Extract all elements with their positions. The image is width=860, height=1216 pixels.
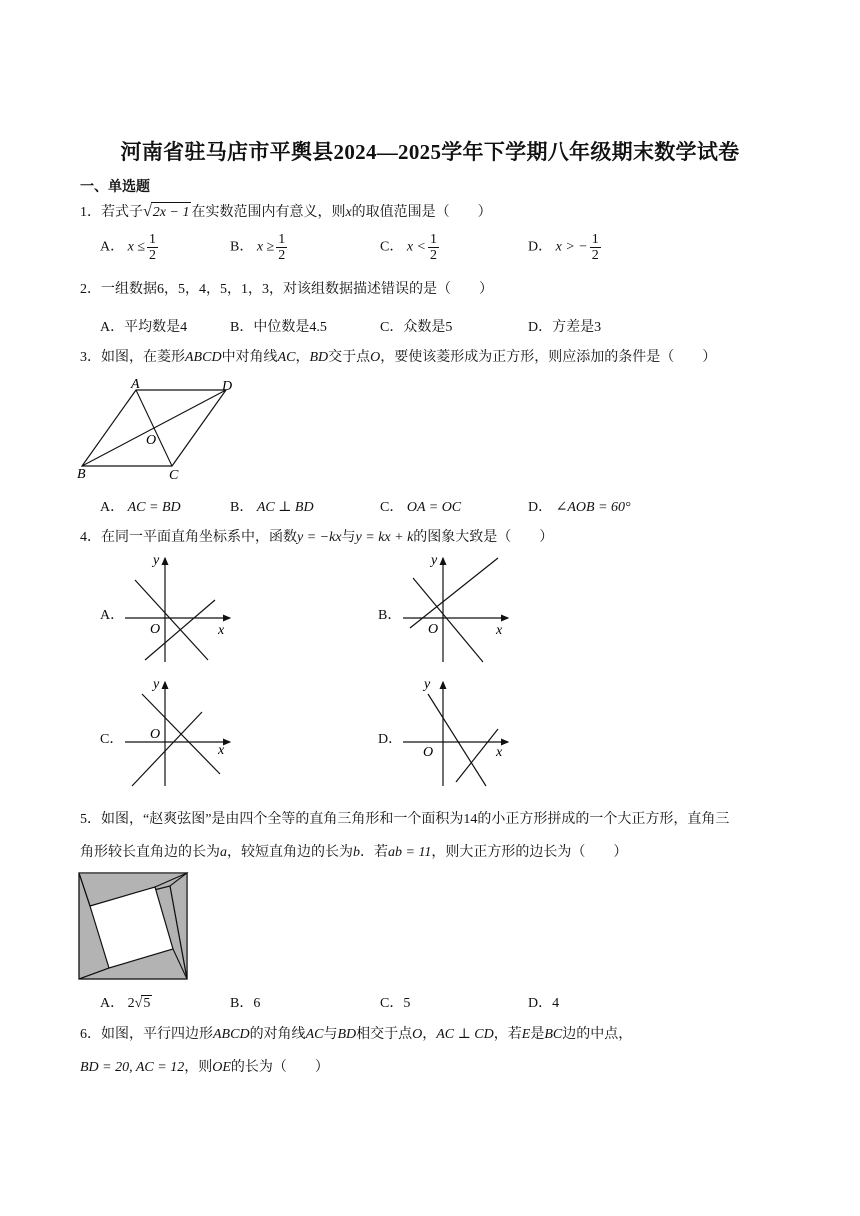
question-2-option-c[interactable]: C．众数是5 (380, 320, 453, 335)
figure-label-b: B (77, 467, 86, 482)
question-5-option-c[interactable]: C．5 (380, 996, 411, 1011)
svg-text:x: x (496, 745, 503, 760)
question-5-stem-line1: 5．如图，“赵爽弦图”是由四个全等的直角三角形和一个面积为14的小正方形拼成的一个大正方形，直角三 (80, 812, 730, 827)
question-5-stem-line2: 角形较长直角边的长为a，较短直角边的长为b．若ab = 11，则大正方形的边长为（ ） (80, 845, 628, 860)
figure-label-o: O (146, 433, 157, 448)
question-3-option-b[interactable]: B． AC ⊥ BD (230, 500, 314, 515)
question-4-option-c[interactable]: C． (100, 732, 124, 747)
graph-a (120, 550, 240, 665)
page-title: 河南省驻马店市平舆县2024—2025学年下学期八年级期末数学试卷 (120, 140, 740, 164)
question-2-option-a[interactable]: A．平均数是4 (100, 320, 188, 335)
section-heading: 一、单选题 (80, 179, 150, 195)
question-3-option-a[interactable]: A． AC = BD (100, 500, 181, 515)
question-1-option-a[interactable]: A． x ≤ $\frac{1}{2}$ (100, 232, 157, 263)
graph-b (398, 550, 518, 665)
svg-text:y: y (153, 677, 160, 692)
graph-c (120, 674, 240, 789)
question-2-stem: 2．一组数据6，5，4，5，1，3，对该组数据描述错误的是（ ） (80, 282, 493, 297)
zhao-shuang-diagram (78, 872, 190, 982)
question-1-stem: 1．若式子√2x − 1 在实数范围内有意义，则x的取值范围是（ ） (80, 202, 492, 223)
svg-text:O: O (150, 727, 161, 742)
question-3-option-c[interactable]: C． OA = OC (380, 500, 462, 515)
question-1-option-d[interactable]: D． x > − $\frac{1}{2}$ (528, 232, 599, 263)
question-3-option-d[interactable]: D． ∠AOB = 60° (528, 500, 631, 515)
question-2-option-b[interactable]: B．中位数是4.5 (230, 320, 327, 335)
graph-d (398, 674, 518, 789)
question-4-stem: 4．在同一平面直角坐标系中，函数y = −kx与y = kx + k的图象大致是（ ） (80, 530, 554, 545)
question-6-stem-line1: 6．如图，平行四边形ABCD的对角线AC与BD相交于点O，AC ⊥ CD，若E是BC边的中点， (80, 1027, 633, 1042)
svg-text:x: x (218, 623, 225, 638)
svg-text:O: O (423, 745, 434, 760)
question-5-option-b[interactable]: B．6 (230, 996, 261, 1011)
figure-label-a: A (131, 377, 140, 392)
rhombus-figure (74, 376, 244, 484)
svg-text:y: y (424, 677, 431, 692)
question-5-option-a[interactable]: A． 2√5 (100, 996, 151, 1011)
question-1-option-b[interactable]: B． x ≥ $\frac{1}{2}$ (230, 232, 286, 263)
question-2-option-d[interactable]: D．方差是3 (528, 320, 602, 335)
question-6-stem-line2: BD = 20, AC = 12，则OE的长为（ ） (80, 1060, 329, 1075)
question-4-option-b[interactable]: B． (378, 608, 402, 623)
question-4-option-a[interactable]: A． (100, 608, 125, 623)
figure-label-c: C (169, 468, 179, 483)
figure-label-d: D (222, 379, 233, 394)
svg-text:x: x (496, 623, 503, 638)
question-4-option-d[interactable]: D． (378, 732, 403, 747)
svg-text:O: O (150, 622, 161, 637)
svg-text:y: y (431, 553, 438, 568)
svg-text:O: O (428, 622, 439, 637)
question-5-option-d[interactable]: D．4 (528, 996, 560, 1011)
svg-text:x: x (218, 743, 225, 758)
question-1-option-c[interactable]: C． x < $\frac{1}{2}$ (380, 232, 438, 263)
question-3-stem: 3．如图，在菱形ABCD中对角线AC，BD交于点O，要使该菱形成为正方形，则应添加的条件是（ ） (80, 350, 717, 365)
svg-text:y: y (153, 553, 160, 568)
